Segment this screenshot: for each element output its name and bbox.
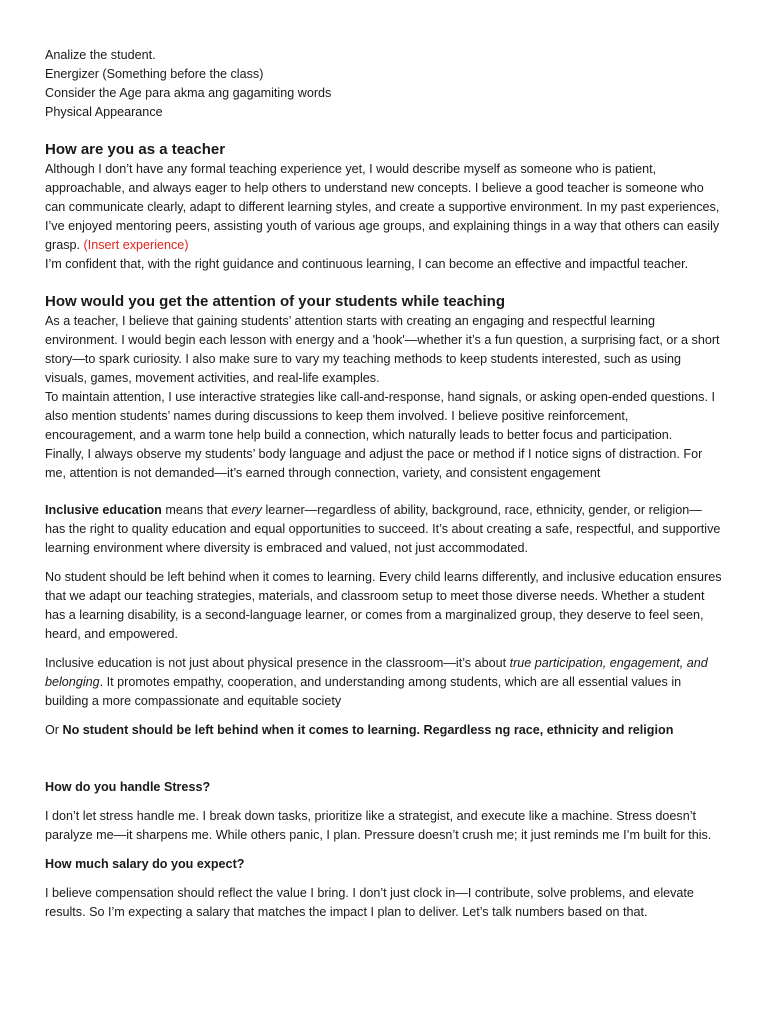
inclusive-or-prefix: Or: [45, 723, 63, 737]
inclusive-p1-b: learner—regardless of ability, background, race, ethnicity, gender, or religion—has the right to quality education and equal opportunities to succeed. It’s about creating a safe, respectful, and supportive learning environment where diversity is embraced and valued, not just accommodated.: [45, 503, 721, 555]
salary-section: [45, 855, 722, 922]
inclusive-section: [45, 501, 722, 740]
salary-heading: How much salary do you expect?: [45, 857, 245, 871]
teacher-paragraph: [45, 160, 722, 255]
teacher-confident: I’m confident that, with the right guidance and continuous learning, I can become an effective and impactful teacher.: [45, 257, 689, 271]
stress-answer: I don’t let stress handle me. I break down tasks, prioritize like a strategist, and execute like a machine. Stress doesn’t paralyze me—it sharpens me. While others panic, I plan. Pressure doesn’t crush me; it just reminds me I’m built for this.: [45, 809, 712, 842]
inclusive-p3-b: . It promotes empathy, cooperation, and understanding among students, which are all essential values in building a more compassionate and equitable society: [45, 675, 682, 708]
inclusive-or: [45, 721, 722, 740]
inclusive-term: Inclusive education: [45, 503, 162, 517]
inclusive-p3-a: Inclusive education is not just about physical presence in the classroom—it’s about: [45, 656, 510, 670]
inclusive-p1: [45, 501, 722, 558]
teacher-section: [45, 140, 722, 274]
intro-item-energizer: Energizer (Something before the class): [45, 67, 264, 81]
salary-answer: I believe compensation should reflect the value I bring. I don’t just clock in—I contribute, solve problems, and elevate results. So I’m expecting a salary that matches the impact I plan to deliver. Let’s talk numbers based on that.: [45, 886, 694, 919]
attention-p1: As a teacher, I believe that gaining students’ attention starts with creating an engaging and respectful learning environment. I would begin each lesson with energy and a 'hook'—whether it’s a fun question, a surprising fact, or a short story—to spark curiosity. I also make sure to vary my teaching methods to keep students interested, such as using visuals, games, movement activities, and real-life examples.: [45, 314, 720, 385]
inclusive-every: every: [231, 503, 262, 517]
intro-list: [45, 46, 722, 122]
inclusive-p1-a: means that: [161, 503, 232, 517]
attention-section: [45, 292, 722, 483]
stress-section: [45, 778, 722, 845]
insert-experience-note: (Insert experience): [83, 238, 189, 252]
stress-heading: How do you handle Stress?: [45, 780, 211, 794]
teacher-body: Although I don’t have any formal teaching experience yet, I would describe myself as someone who is patient, approachable, and always eager to help others to understand new concepts. I believe a good teacher is someone who can communicate clearly, adapt to different learning styles, and create a supportive environment. In my past experiences, I’ve enjoyed mentoring peers, assisting youth of various age groups, and explaining things in a way that others can easily grasp.: [45, 162, 720, 252]
inclusive-p2: No student should be left behind when it comes to learning. Every child learns differently, and inclusive education ensures that we adapt our teaching strategies, materials, and classroom setup to meet those diverse needs. Whether a student has a learning disability, is a second-language learner, or comes from a marginalized group, they deserve to feel seen, heard, and empowered.: [45, 570, 722, 641]
inclusive-p3: [45, 654, 722, 711]
attention-heading: How would you get the attention of your students while teaching: [45, 293, 506, 310]
inclusive-or-bold: No student should be left behind when it comes to learning. Regardless ng race, ethnicity and religion: [62, 723, 674, 737]
teacher-heading: How are you as a teacher: [45, 141, 226, 158]
inclusive-p3-italic: true participation, engagement, and belonging: [45, 656, 708, 689]
intro-item-age: Consider the Age para akma ang gagamiting words: [45, 86, 332, 100]
attention-p3: Finally, I always observe my students’ body language and adjust the pace or method if I notice signs of distraction. For me, attention is not demanded—it’s earned through connection, variety, and consistent engagement: [45, 447, 703, 480]
attention-p2: To maintain attention, I use interactive strategies like call-and-response, hand signals, or asking open-ended questions. I also mention students’ names during discussions to keep them involved. I believe positive reinforcement, encouragement, and a warm tone help build a connection, which naturally leads to better focus and participation.: [45, 390, 715, 442]
intro-item-appearance: Physical Appearance: [45, 105, 163, 119]
intro-item-analize: Analize the student.: [45, 48, 156, 62]
